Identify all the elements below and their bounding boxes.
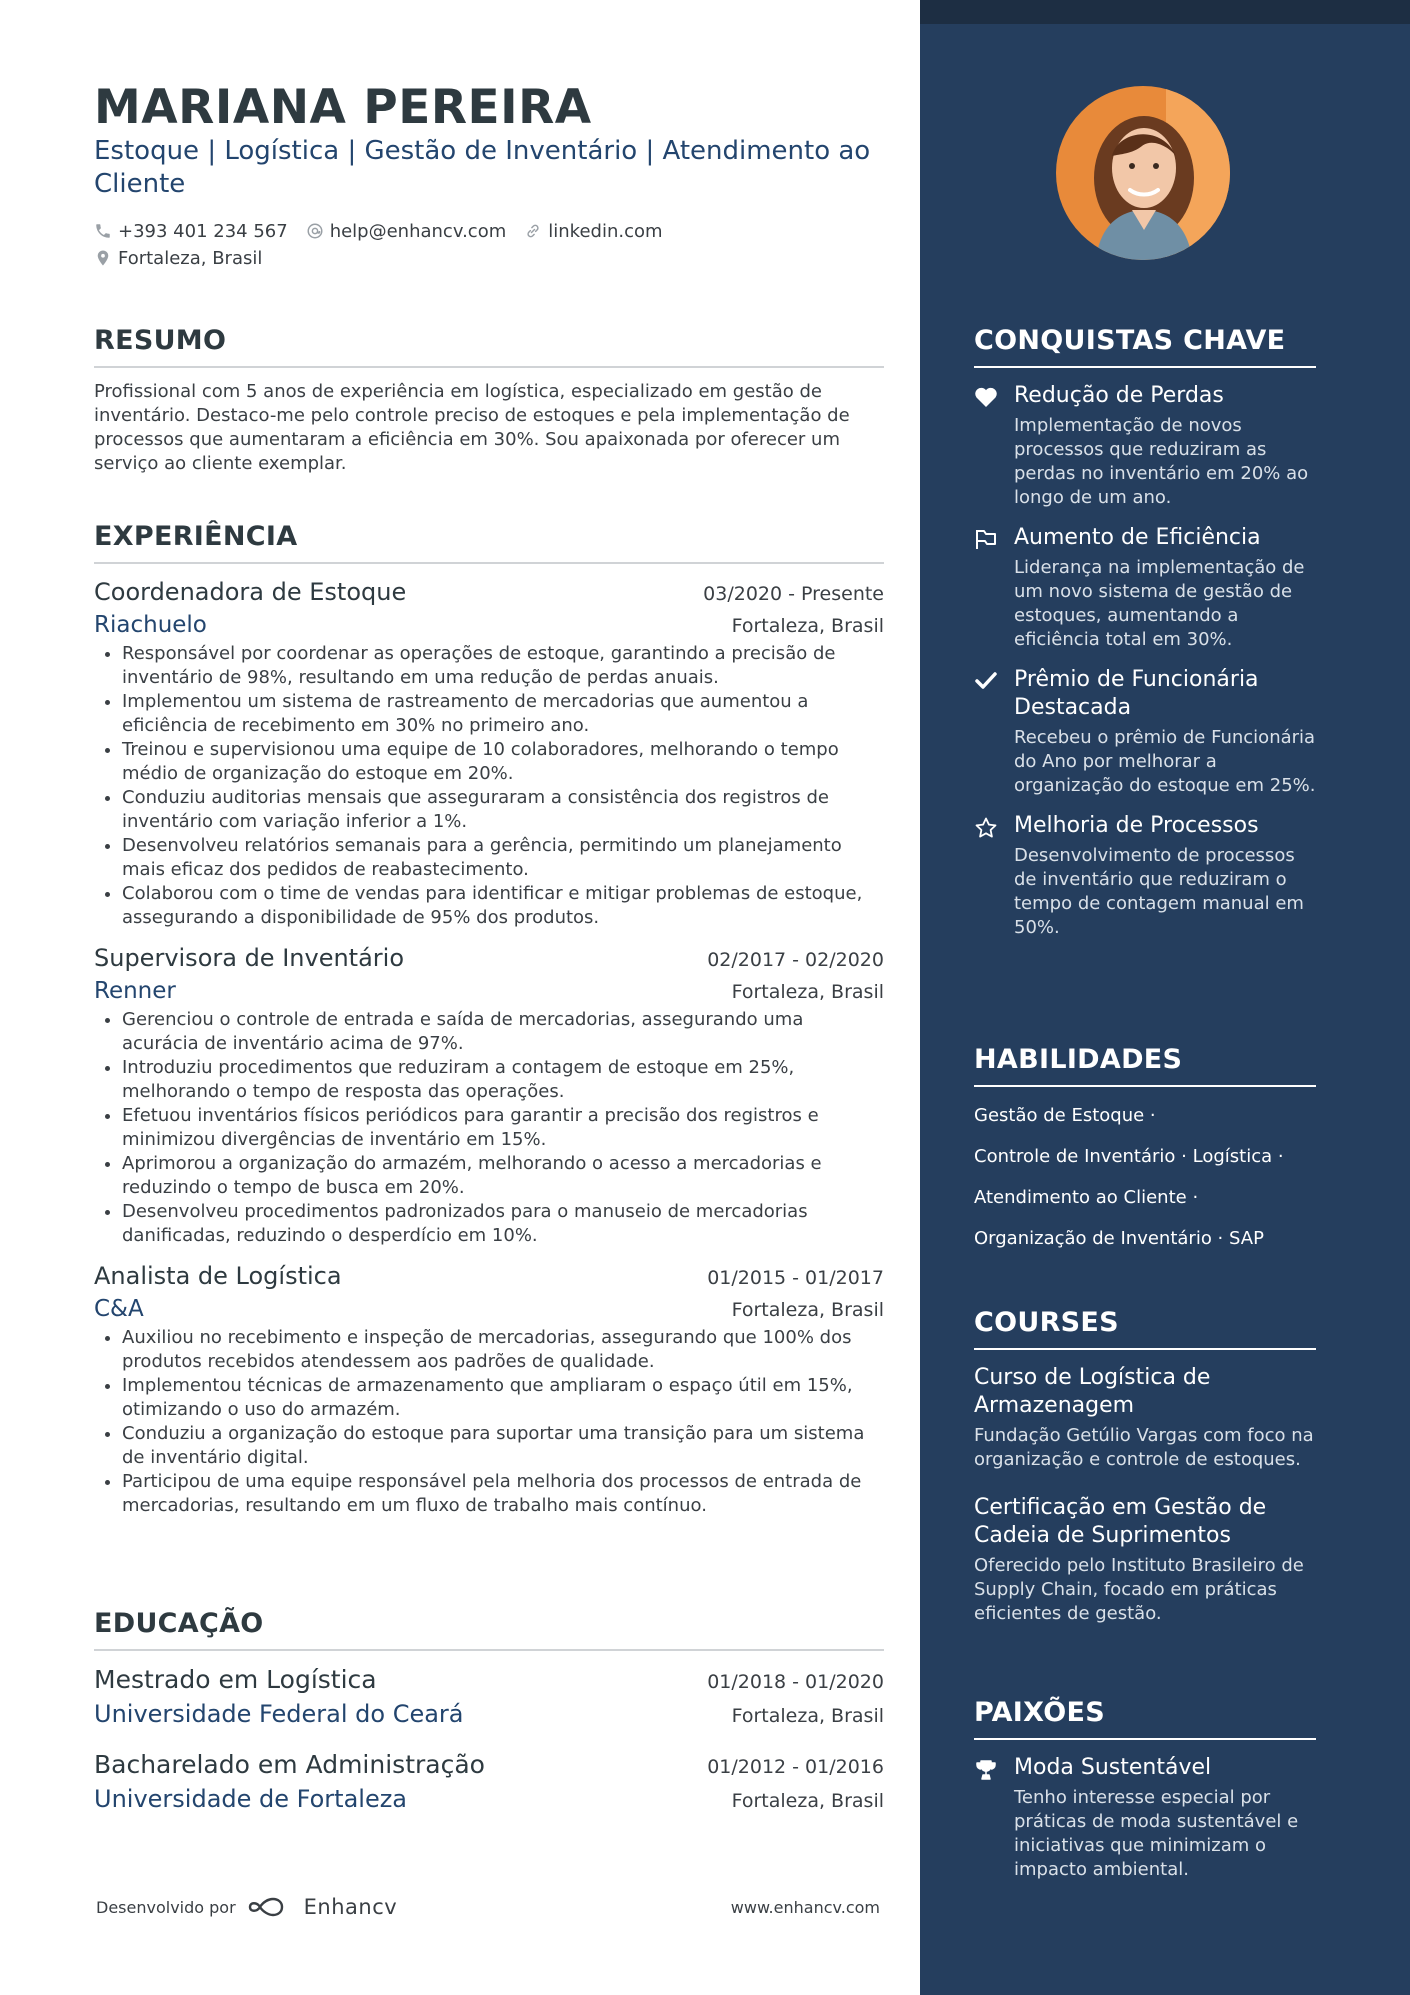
job-bullets [94,642,884,930]
job-bullet: • Desenvolveu relatórios semanais para a gerência, permitindo um planejamento mais eficaz dos pedidos de reabastecimento. [122,834,884,882]
summary-section [94,325,884,476]
link-icon [524,222,542,240]
job-location: Fortaleza, Brasil [731,981,884,1003]
passions-title: PAIXÕES [974,1697,1316,1740]
skill-line: Organização de Inventário · SAP [974,1228,1264,1249]
job-bullet: • Participou de uma equipe responsável pela melhoria dos processos de entrada de mercadorias, resultando em um fluxo de trabalho mais contínuo. [122,1470,884,1518]
passion-title: Moda Sustentável [1014,1755,1212,1780]
course-item [974,1494,1316,1626]
achievement-title: Redução de Perdas [1014,383,1224,408]
phone-contact[interactable] [94,221,288,242]
course-desc: Oferecido pelo Instituto Brasileiro de Supply Chain, focado em práticas eficientes de gestão. [974,1555,1304,1624]
job-entry [94,1262,884,1518]
trophy-icon [974,1758,998,1782]
passions-section [974,1697,1316,1882]
edu-degree: Mestrado em Logística [94,1665,377,1694]
location-pin-icon [94,249,112,267]
achievement-title: Aumento de Eficiência [1014,525,1261,550]
job-bullet: • Colaborou com o time de vendas para identificar e mitigar problemas de estoque, assegurando a disponibilidade de 95% dos produtos. [122,882,884,930]
experience-section [94,521,884,1518]
job-bullet: • Treinou e supervisionou uma equipe de 10 colaboradores, melhorando o tempo médio de organização do estoque em 20%. [122,738,884,786]
course-title: Curso de Logística de Armazenagem [974,1365,1211,1418]
footer [96,1895,880,1919]
experience-title: EXPERIÊNCIA [94,521,884,564]
course-title: Certificação em Gestão de Cadeia de Suprimentos [974,1495,1267,1548]
linkedin-text: linkedin.com [548,220,663,242]
edu-location: Fortaleza, Brasil [731,1705,884,1727]
star-icon [974,816,998,840]
enhancv-logo-icon [248,1895,294,1919]
achievement-item [974,812,1316,940]
job-company: Renner [94,978,176,1004]
skill-line: Atendimento ao Cliente · [974,1187,1199,1208]
achievement-title: Melhoria de Processos [1014,813,1259,838]
email-text: help@enhancv.com [329,220,507,242]
achievement-item [974,524,1316,652]
education-entry [94,1750,884,1813]
job-bullet: • Desenvolveu procedimentos padronizados para o manuseio de mercadorias danificadas, reduzindo o desperdício em 10%. [122,1200,884,1248]
achievement-title: Prêmio de Funcionária Destacada [1014,667,1259,720]
education-section [94,1608,884,1813]
job-bullet: • Auxiliou no recebimento e inspeção de mercadorias, assegurando que 100% dos produtos recebidos atendessem aos padrões de qualidade. [122,1326,884,1374]
summary-title: RESUMO [94,325,884,368]
course-item [974,1364,1316,1472]
job-role: Supervisora de Inventário [94,944,405,972]
phone-icon [94,222,112,240]
achievement-desc: Recebeu o prêmio de Funcionária do Ano por melhorar a organização do estoque em 25%. [1014,727,1316,796]
education-title: EDUCAÇÃO [94,1608,884,1651]
skills-title: HABILIDADES [974,1044,1316,1087]
heart-icon [974,386,998,408]
job-location: Fortaleza, Brasil [731,1299,884,1321]
flag-icon [974,528,998,550]
edu-degree: Bacharelado em Administração [94,1750,485,1779]
job-entry [94,578,884,930]
achievement-desc: Liderança na implementação de um novo sistema de gestão de estoques, aumentando a eficiência total em 30%. [1014,557,1305,650]
job-bullets [94,1008,884,1248]
job-bullet: • Gerenciou o controle de entrada e saída de mercadorias, assegurando uma acurácia de inventário acima de 97%. [122,1008,884,1056]
edu-location: Fortaleza, Brasil [731,1790,884,1812]
profile-photo [1056,86,1230,260]
job-bullet: • Efetuou inventários físicos periódicos para garantir a precisão dos registros e minimizou divergências de inventário em 15%. [122,1104,884,1152]
job-bullet: • Conduziu auditorias mensais que asseguraram a consistência dos registros de inventário com variação inferior a 1%. [122,786,884,834]
avatar-icon [1056,86,1230,260]
job-company: C&A [94,1296,144,1322]
job-location: Fortaleza, Brasil [731,615,884,637]
job-bullet: • Implementou um sistema de rastreamento de mercadorias que aumentou a eficiência de recebimento em 30% no primeiro ano. [122,690,884,738]
phone-text: +393 401 234 567 [118,220,288,242]
job-company: Riachuelo [94,612,207,638]
job-bullet: • Implementou técnicas de armazenamento que ampliaram o espaço útil em 15%, otimizando o uso do armazém. [122,1374,884,1422]
passion-desc: Tenho interesse especial por práticas de moda sustentável e iniciativas que minimizam o impacto ambiental. [1014,1787,1299,1880]
location-contact [94,248,262,269]
edu-school: Universidade de Fortaleza [94,1785,408,1813]
passion-item [974,1754,1316,1882]
footer-website[interactable]: www.enhancv.com [730,1897,880,1917]
achievement-item [974,666,1316,798]
check-icon [974,670,998,692]
achievements-section [974,325,1316,940]
edu-dates: 01/2018 - 01/2020 [707,1671,884,1693]
linkedin-contact[interactable] [524,221,662,242]
brand-name: Enhancv [303,1895,398,1919]
job-bullet: • Conduziu a organização do estoque para suportar uma transição para um sistema de inventário digital. [122,1422,884,1470]
email-contact[interactable] [306,221,507,242]
job-role: Analista de Logística [94,1262,342,1290]
footer-brand[interactable] [96,1895,397,1919]
candidate-name: MARIANA PEREIRA [94,80,592,135]
education-entry [94,1665,884,1728]
skills-list [974,1095,1316,1259]
sidebar-top-bar [920,0,1410,24]
job-dates: 02/2017 - 02/2020 [707,949,884,971]
job-bullet: • Introduziu procedimentos que reduziram a contagem de estoque em 25%, melhorando o tempo de resposta das operações. [122,1056,884,1104]
job-bullets [94,1326,884,1518]
courses-title: COURSES [974,1307,1316,1350]
job-role: Coordenadora de Estoque [94,578,407,606]
edu-school: Universidade Federal do Ceará [94,1700,464,1728]
job-bullet: • Aprimorou a organização do armazém, melhorando o acesso a mercadorias e reduzindo o tempo de busca em 20%. [122,1152,884,1200]
skill-line: Controle de Inventário · Logística · [974,1146,1284,1167]
sidebar [920,0,1410,1995]
summary-text: Profissional com 5 anos de experiência em logística, especializado em gestão de inventário. Destaco-me pelo controle preciso de estoques e pela implementação de processos que aumentaram a eficiência em 30%. Sou apaixonada por oferecer um serviço ao cliente exemplar. [94,381,850,474]
achievement-item [974,382,1316,510]
job-dates: 01/2015 - 01/2017 [707,1267,884,1289]
edu-dates: 01/2012 - 01/2016 [707,1756,884,1778]
headline: Estoque | Logística | Gestão de Inventário | Atendimento ao Cliente [94,136,871,199]
course-desc: Fundação Getúlio Vargas com foco na organização e controle de estoques. [974,1425,1314,1470]
courses-section [974,1307,1316,1626]
skills-section [974,1044,1316,1259]
achievement-desc: Desenvolvimento de processos de inventário que reduziram o tempo de contagem manual em 50%. [1014,845,1304,938]
job-bullet: • Responsável por coordenar as operações de estoque, garantindo a precisão de inventário de 98%, resultando em uma redução de perdas anuais. [122,642,884,690]
powered-by-text: Desenvolvido por [96,1897,236,1917]
contact-info [94,218,884,272]
location-text: Fortaleza, Brasil [118,247,263,269]
skill-line: Gestão de Estoque · [974,1105,1156,1126]
at-icon [306,222,324,240]
job-dates: 03/2020 - Presente [703,583,884,605]
achievement-desc: Implementação de novos processos que reduziram as perdas no inventário em 20% ao longo de um ano. [1014,415,1309,508]
achievements-title: CONQUISTAS CHAVE [974,325,1316,368]
job-entry [94,944,884,1248]
